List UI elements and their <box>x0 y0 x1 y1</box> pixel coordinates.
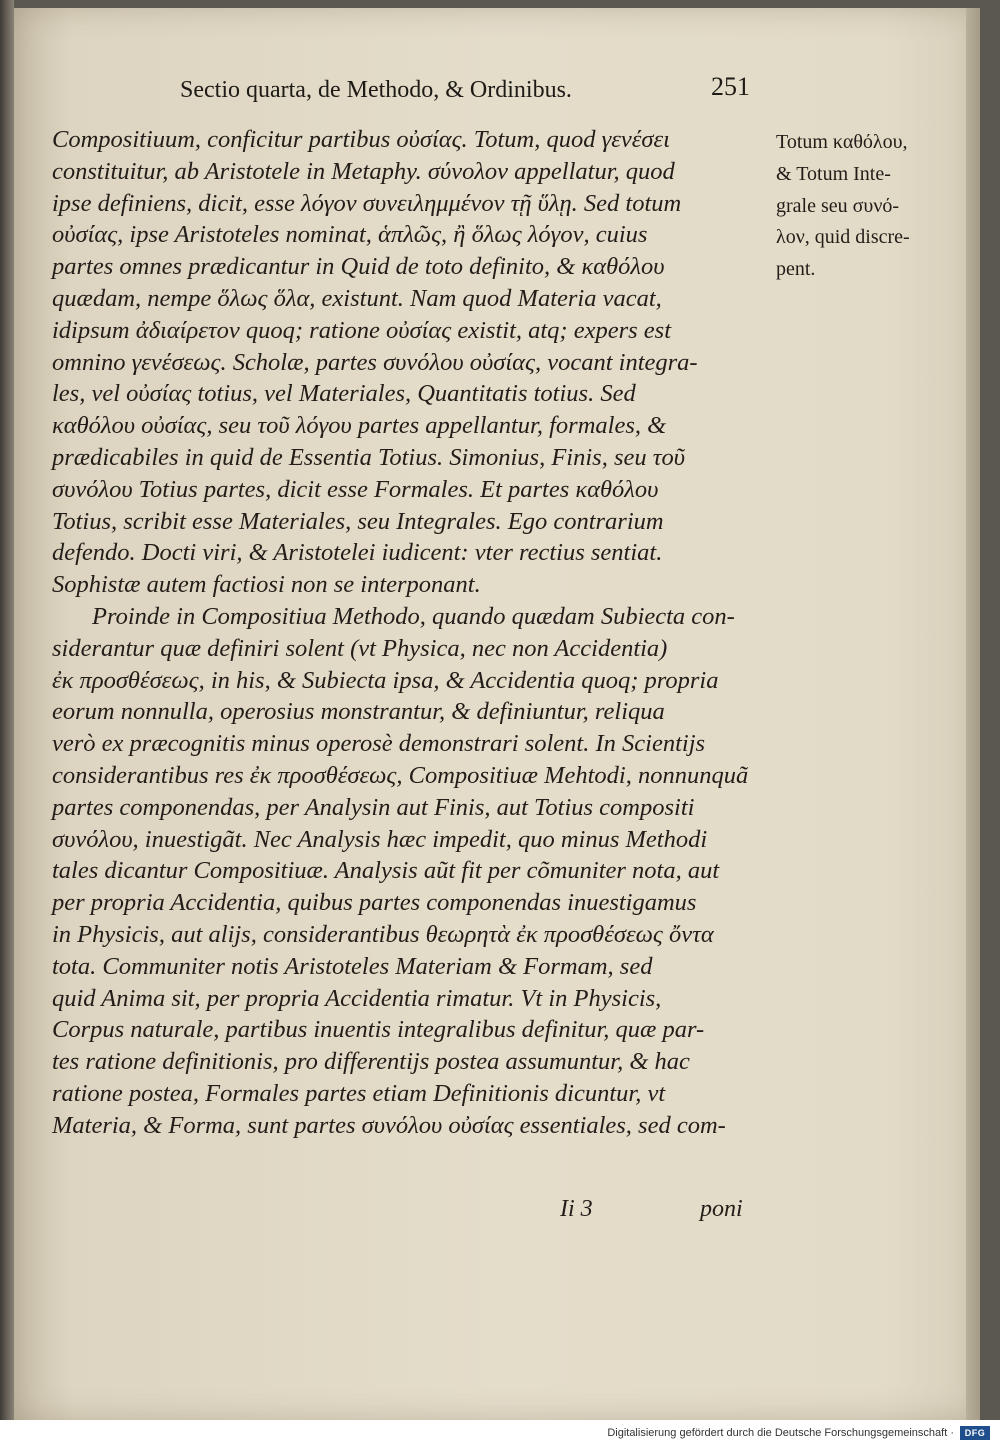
margin-note-line: λον, quid discre- <box>776 226 910 249</box>
text-line: οὐσίας, ipse Aristoteles nominat, ἁπλῶς, ἢ ὅλως λόγον, cuius <box>52 221 648 249</box>
text-line: Totius, scribit esse Materiales, seu Integrales. Ego contrarium <box>52 507 664 535</box>
text-line: quædam, nempe ὅλως ὅλα, existunt. Nam quod Materia vacat, <box>52 284 662 312</box>
text-line: omnino γενέσεως. Scholæ, partes συνόλου οὐσίας, vocant integra- <box>52 348 698 376</box>
page-edge <box>966 8 980 1420</box>
text-line: συνόλου Totius partes, dicit esse Formales. Et partes καθόλου <box>52 475 659 503</box>
text-line: tota. Communiter notis Aristoteles Materiam & Formam, sed <box>52 952 653 980</box>
text-line: συνόλου, inuestigãt. Nec Analysis hæc impedit, quo minus Methodi <box>52 825 708 853</box>
text-line: in Physicis, aut alijs, considerantibus θεωρητὰ ἐκ προσθέσεως ὄντα <box>52 920 714 948</box>
scan-edge <box>0 0 14 1420</box>
margin-note-line: Totum καθόλου, <box>776 131 908 153</box>
text-line: ratione postea, Formales partes etiam Definitionis dicuntur, vt <box>52 1079 666 1107</box>
text-line: prædicabiles in quid de Essentia Totius. Simonius, Finis, seu τοῦ <box>52 443 685 471</box>
running-head: Sectio quarta, de Methodo, & Ordinibus. <box>180 77 572 103</box>
margin-note-line: grale seu συνό- <box>776 194 900 217</box>
dfg-logo[interactable]: DFG <box>960 1426 990 1440</box>
text-line: Materia, & Forma, sunt partes συνόλου οὐσίας essentiales, sed com- <box>52 1111 726 1139</box>
paragraph-start-line: Proinde in Compositiua Methodo, quando quædam Subiecta con- <box>92 602 735 630</box>
text-line: les, vel οὐσίας totius, vel Materiales, Quantitatis totius. Sed <box>52 380 636 408</box>
main-text-block <box>52 124 772 1142</box>
text-line: partes omnes prædicantur in Quid de toto definito, & καθόλου <box>52 253 665 281</box>
text-line: ipse definiens, dicit, esse λόγον συνειλημμένον τῇ ὕλῃ. Sed totum <box>52 189 682 217</box>
text-line: considerantibus res ἐκ προσθέσεως, Compositiuæ Mehtodi, nonnunquã <box>52 761 749 789</box>
text-line: καθόλου οὐσίας, seu τοῦ λόγου partes appellantur, formales, & <box>52 412 667 440</box>
text-line: per propria Accidentia, quibus partes componendas inuestigamus <box>52 889 697 917</box>
text-line: siderantur quæ definiri solent (vt Physica, nec non Accidentia) <box>52 634 668 662</box>
text-line: tes ratione definitionis, pro differentijs postea assumuntur, & hac <box>52 1048 690 1076</box>
text-line: quid Anima sit, per propria Accidentia rimatur. Vt in Physicis, <box>52 984 662 1012</box>
margin-note-line: & Totum Inte- <box>776 162 891 185</box>
page-number: 251 <box>711 72 750 101</box>
text-line: idipsum ἀδιαίρετον quoq; ratione οὐσίας existit, atq; expers est <box>52 316 671 344</box>
text-line: Corpus naturale, partibus inuentis integralibus definitur, quæ par- <box>52 1016 705 1044</box>
marginal-note <box>776 127 946 286</box>
text-line: eorum nonnulla, operosius monstrantur, & definiuntur, reliqua <box>52 698 665 726</box>
text-line: Compositiuum, conficitur partibus οὐσίας. Totum, quod γενέσει <box>52 126 670 153</box>
margin-note-line: pent. <box>776 258 816 281</box>
catchword: poni <box>700 1196 743 1222</box>
text-line: tales dicantur Compositiuæ. Analysis aũt fit per cõmuniter nota, aut <box>52 857 720 885</box>
digitization-notice: Digitalisierung gefördert durch die Deutsche Forschungsgemeinschaft · <box>607 1427 954 1439</box>
text-line: constituitur, ab Aristotele in Metaphy. σύνολον appellatur, quod <box>52 157 675 185</box>
signature-mark: Ii 3 <box>560 1196 593 1222</box>
text-line: partes componendas, per Analysin aut Finis, aut Totius compositi <box>52 793 695 821</box>
text-line: ἐκ προσθέσεως, in his, & Subiecta ipsa, & Accidentia quoq; propria <box>52 666 719 694</box>
text-line: Sophistæ autem factiosi non se interponant. <box>52 571 481 599</box>
text-line: verò ex præcognitis minus operosè demonstrari solent. In Scientijs <box>52 730 706 758</box>
text-line: defendo. Docti viri, & Aristotelei iudicent: vter rectius sentiat. <box>52 539 663 567</box>
